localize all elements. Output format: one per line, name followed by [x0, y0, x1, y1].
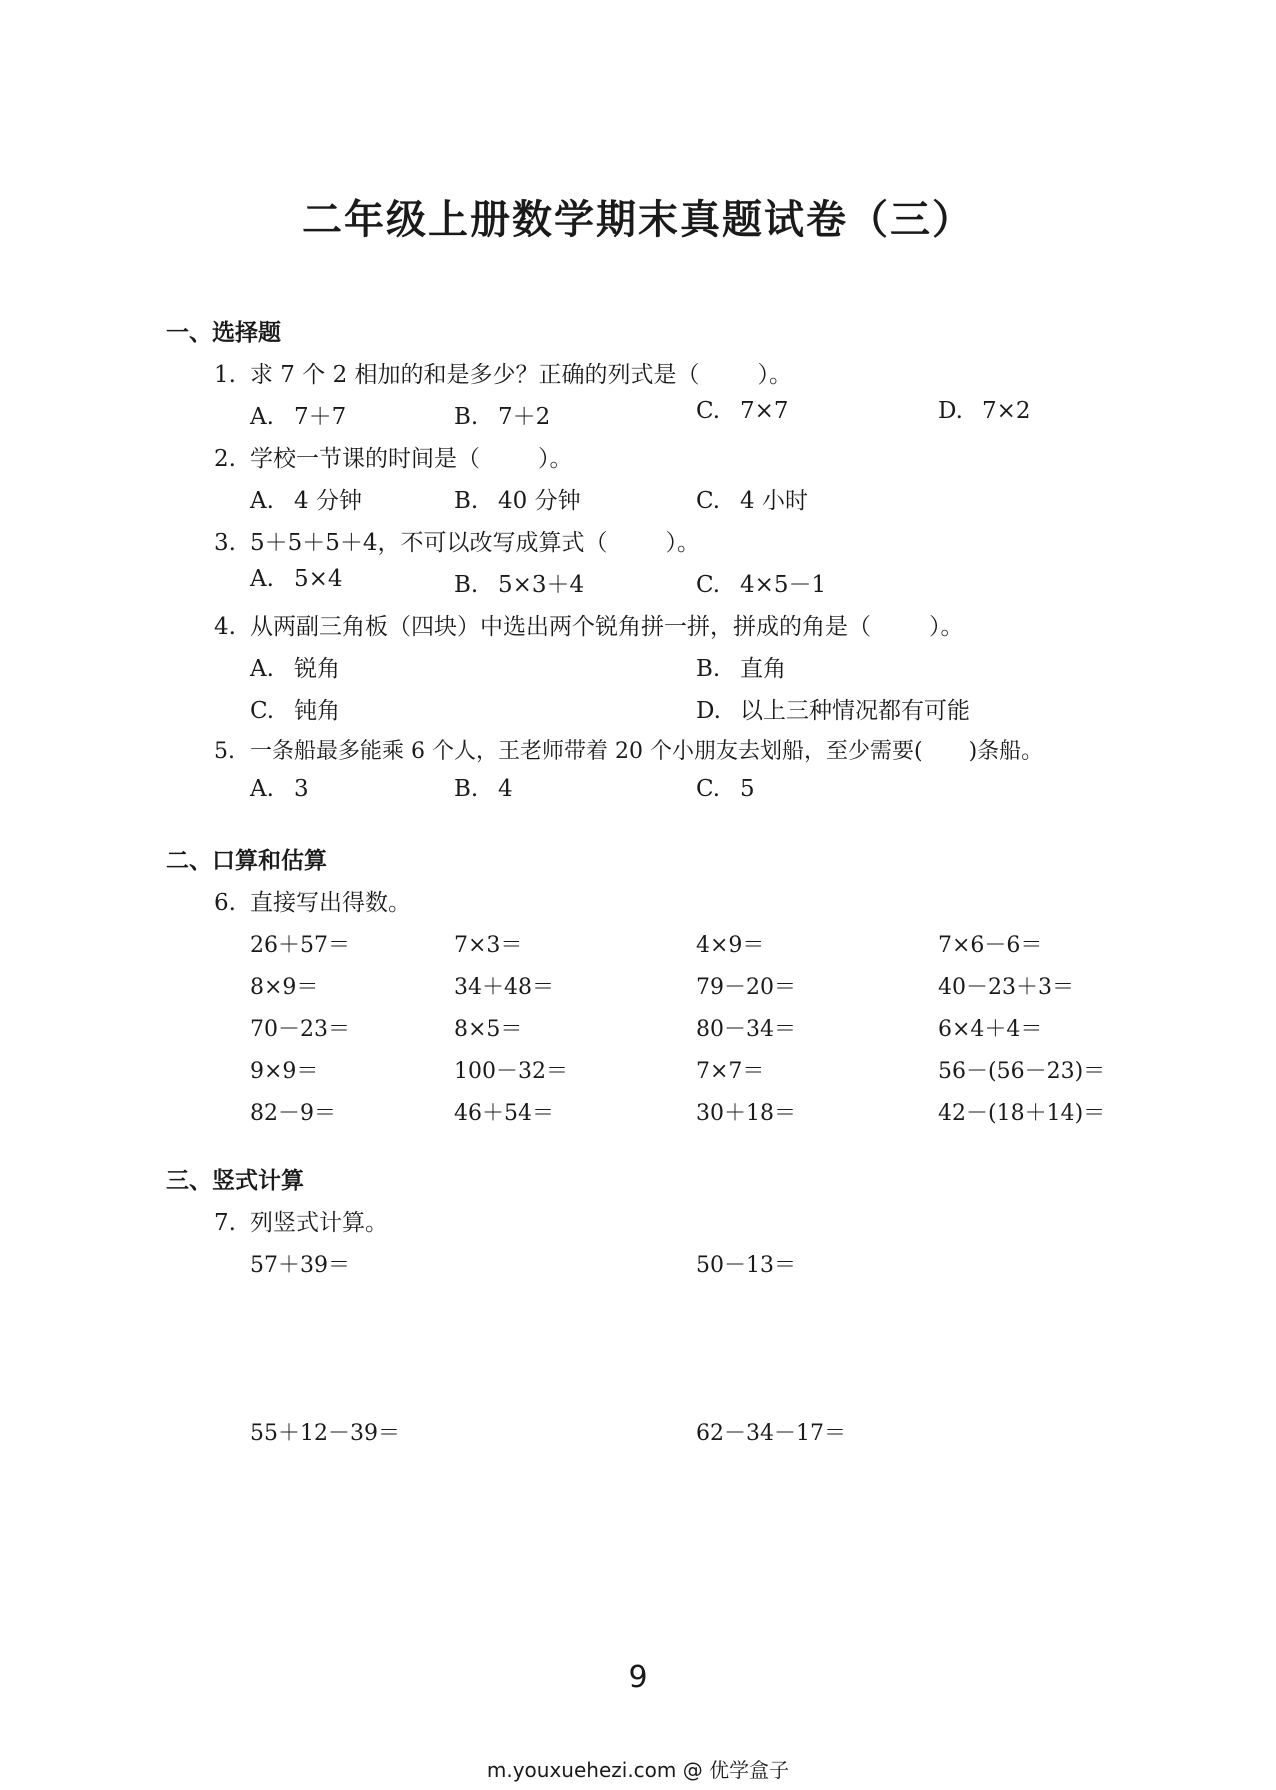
mental-item: 7×3＝: [454, 933, 523, 958]
mental-item: 4×9＝: [696, 933, 765, 958]
option-a: A. 7＋7: [250, 404, 347, 430]
mental-item: 80－34＝: [696, 1017, 796, 1042]
vertical-item: 57＋39＝: [250, 1253, 350, 1278]
mental-item: 34＋48＝: [454, 975, 554, 1000]
option-b: B. 5×3＋4: [454, 572, 585, 598]
option-b: B. 40 分钟: [454, 488, 581, 514]
question-text: 直接写出得数。: [250, 890, 411, 916]
option-c: C. 7×7: [696, 398, 789, 424]
question-number: 1.: [214, 362, 236, 388]
mental-item: 7×6－6＝: [938, 933, 1043, 958]
section-heading-vertical: 三、竖式计算: [166, 1168, 304, 1194]
question-5: [214, 734, 1043, 765]
question-text-end: )条船。: [968, 739, 1044, 764]
question-text: 列竖式计算。: [250, 1210, 388, 1236]
question-number: 6.: [214, 890, 236, 916]
section-heading-mental: 二、口算和估算: [166, 848, 327, 874]
option-c: C. 钝角: [250, 698, 340, 724]
page-number: 9: [628, 1660, 648, 1695]
mental-item: 8×5＝: [454, 1017, 523, 1042]
question-7: [214, 1204, 388, 1237]
mental-item: 46＋54＝: [454, 1101, 554, 1126]
option-b: B. 7＋2: [454, 404, 551, 430]
mental-item: 26＋57＝: [250, 933, 350, 958]
option-a: A. 3: [250, 776, 309, 802]
vertical-item: 62－34－17＝: [696, 1421, 846, 1446]
mental-item: 8×9＝: [250, 975, 319, 1000]
question-number: 2.: [214, 446, 236, 472]
question-text: 学校一节课的时间是（: [250, 446, 480, 472]
page-title: 二年级上册数学期末真题试卷（三）: [302, 197, 974, 243]
option-b: B. 直角: [696, 656, 786, 682]
option-a: A. 4 分钟: [250, 488, 362, 514]
mental-item: 42－(18＋14)＝: [938, 1101, 1106, 1126]
mental-item: 70－23＝: [250, 1017, 350, 1042]
question-number: 3.: [214, 530, 236, 556]
option-a: A. 5×4: [250, 566, 343, 592]
section-heading-choice: 一、选择题: [166, 320, 281, 346]
question-2: [214, 440, 573, 473]
question-text: 求 7 个 2 相加的和是多少？正确的列式是（: [250, 362, 700, 388]
vertical-item: 50－13＝: [696, 1253, 796, 1278]
mental-item: 79－20＝: [696, 975, 796, 1000]
mental-item: 6×4＋4＝: [938, 1017, 1043, 1042]
mental-item: 100－32＝: [454, 1059, 568, 1084]
option-c: C. 4 小时: [696, 488, 808, 514]
mental-item: 40－23＋3＝: [938, 975, 1074, 1000]
option-d: D. 7×2: [938, 398, 1031, 424]
question-text: 一条船最多能乘 6 个人，王老师带着 20 个小朋友去划船，至少需要(: [250, 739, 923, 764]
option-a: A. 锐角: [250, 656, 340, 682]
option-b: B. 4: [454, 776, 513, 802]
mental-item: 30＋18＝: [696, 1101, 796, 1126]
option-c: C. 5: [696, 776, 755, 802]
question-4: [214, 608, 964, 641]
option-c: C. 4×5－1: [696, 572, 827, 598]
question-text: 5＋5＋5＋4，不可以改写成算式（: [250, 530, 608, 556]
option-d: D. 以上三种情况都有可能: [696, 698, 970, 724]
question-text-end: ）。: [538, 446, 573, 472]
vertical-item: 55＋12－39＝: [250, 1421, 400, 1446]
mental-item: 56－(56－23)＝: [938, 1059, 1106, 1084]
question-1: [214, 356, 792, 389]
question-text-end: ）。: [929, 614, 964, 640]
question-number: 5.: [214, 739, 235, 764]
question-text-end: ）。: [665, 530, 701, 556]
mental-item: 82－9＝: [250, 1101, 336, 1126]
question-3: [214, 524, 700, 557]
mental-item: 9×9＝: [250, 1059, 319, 1084]
question-text: 从两副三角板（四块）中选出两个锐角拼一拼，拼成的角是（: [250, 614, 871, 640]
question-number: 7.: [214, 1210, 236, 1236]
footer-watermark: m.youxuehezi.com @ 优学盒子: [486, 1758, 790, 1782]
question-number: 4.: [214, 614, 236, 640]
mental-item: 7×7＝: [696, 1059, 765, 1084]
question-6: [214, 884, 411, 917]
question-text-end: ）。: [757, 362, 793, 388]
